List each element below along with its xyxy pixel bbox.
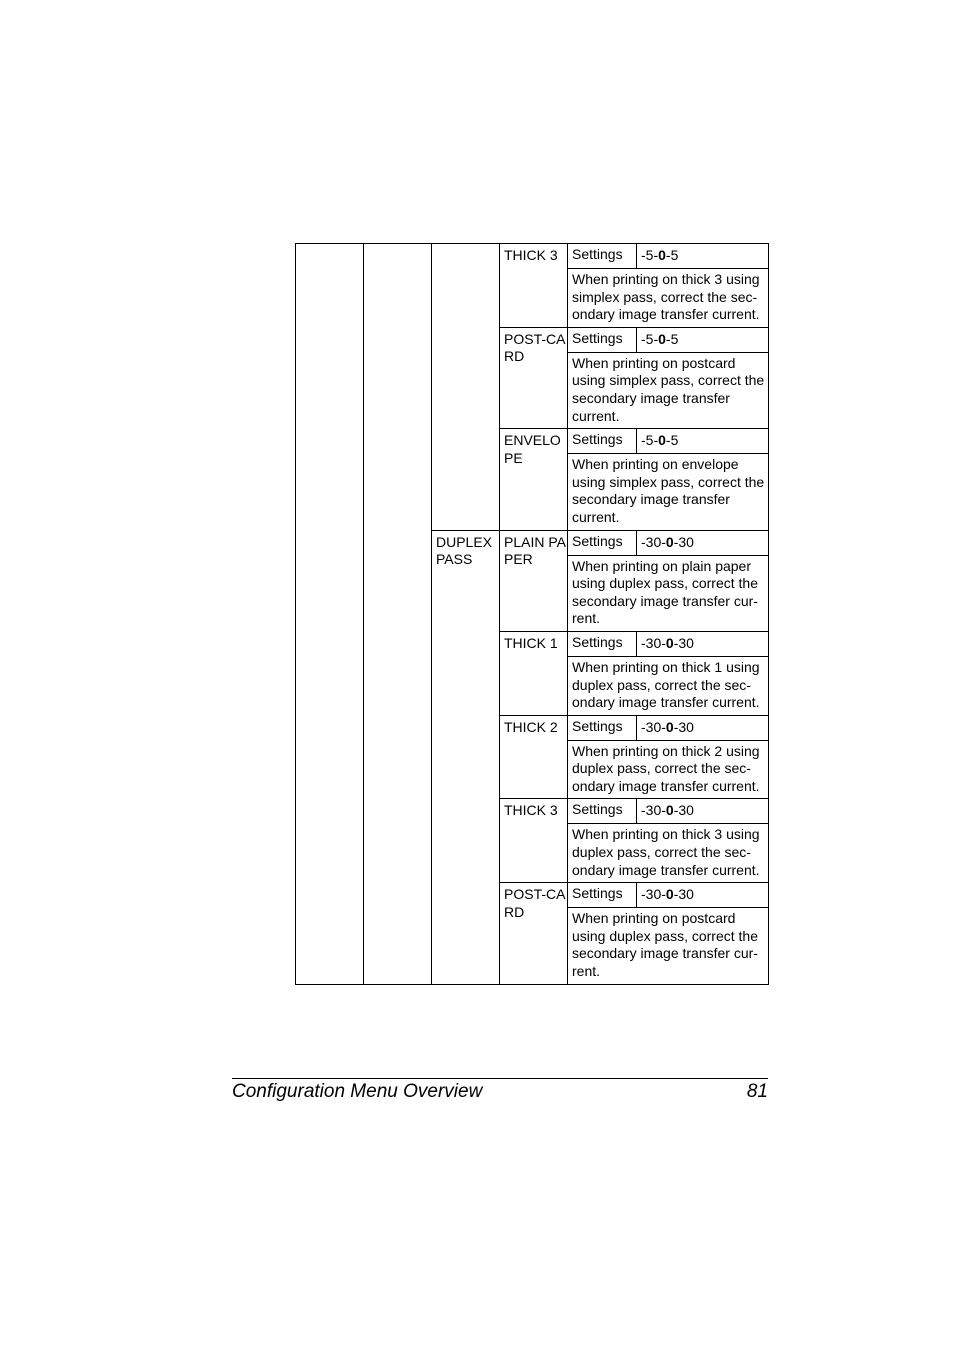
item-name: THICK 1 <box>500 631 568 715</box>
item-name: POST-CARD <box>500 327 568 428</box>
settings-range: -30-0-30 <box>637 799 769 824</box>
duplex-pass-label: DUPLEX PASS <box>432 530 500 984</box>
settings-range: -5-0-5 <box>637 429 769 454</box>
settings-range: -5-0-5 <box>637 327 769 352</box>
settings-label: Settings <box>568 244 637 269</box>
item-description: When printing on thick 1 using duplex pass, correct the sec-ondary image transfer current. <box>568 656 769 715</box>
configuration-menu-table <box>295 243 769 985</box>
item-name: THICK 2 <box>500 715 568 799</box>
menu-level2-cell <box>364 244 432 985</box>
settings-range: -30-0-30 <box>637 715 769 740</box>
menu-level1-cell <box>296 244 364 985</box>
settings-range: -5-0-5 <box>637 244 769 269</box>
settings-label: Settings <box>568 530 637 555</box>
item-name: ENVELOPE <box>500 429 568 530</box>
settings-label: Settings <box>568 631 637 656</box>
settings-range: -30-0-30 <box>637 883 769 908</box>
item-description: When printing on plain paper using duplex pass, correct the secondary image transfer cur-rent. <box>568 555 769 631</box>
settings-label: Settings <box>568 429 637 454</box>
item-description: When printing on thick 3 using simplex pass, correct the sec-ondary image transfer current. <box>568 269 769 328</box>
footer-title: Configuration Menu Overview <box>232 1081 483 1102</box>
item-name: PLAIN PAPER <box>500 530 568 631</box>
item-description: When printing on thick 3 using duplex pass, correct the sec-ondary image transfer current. <box>568 824 769 883</box>
settings-range: -30-0-30 <box>637 631 769 656</box>
item-name: THICK 3 <box>500 799 568 883</box>
settings-range: -30-0-30 <box>637 530 769 555</box>
page-number: 81 <box>746 1081 768 1102</box>
settings-label: Settings <box>568 715 637 740</box>
item-description: When printing on postcard using simplex pass, correct the secondary image transfer current. <box>568 352 769 428</box>
table-row <box>296 244 769 269</box>
item-description: When printing on thick 2 using duplex pass, correct the sec-ondary image transfer current. <box>568 740 769 799</box>
item-description: When printing on postcard using duplex pass, correct the secondary image transfer cur-rent. <box>568 908 769 984</box>
simplex-pass-cell <box>432 244 500 531</box>
settings-label: Settings <box>568 883 637 908</box>
item-name: POST-CARD <box>500 883 568 984</box>
item-name: THICK 3 <box>500 244 568 328</box>
settings-label: Settings <box>568 327 637 352</box>
footer-rule <box>232 1078 768 1079</box>
settings-label: Settings <box>568 799 637 824</box>
item-description: When printing on envelope using simplex pass, correct the secondary image transfer current. <box>568 454 769 530</box>
